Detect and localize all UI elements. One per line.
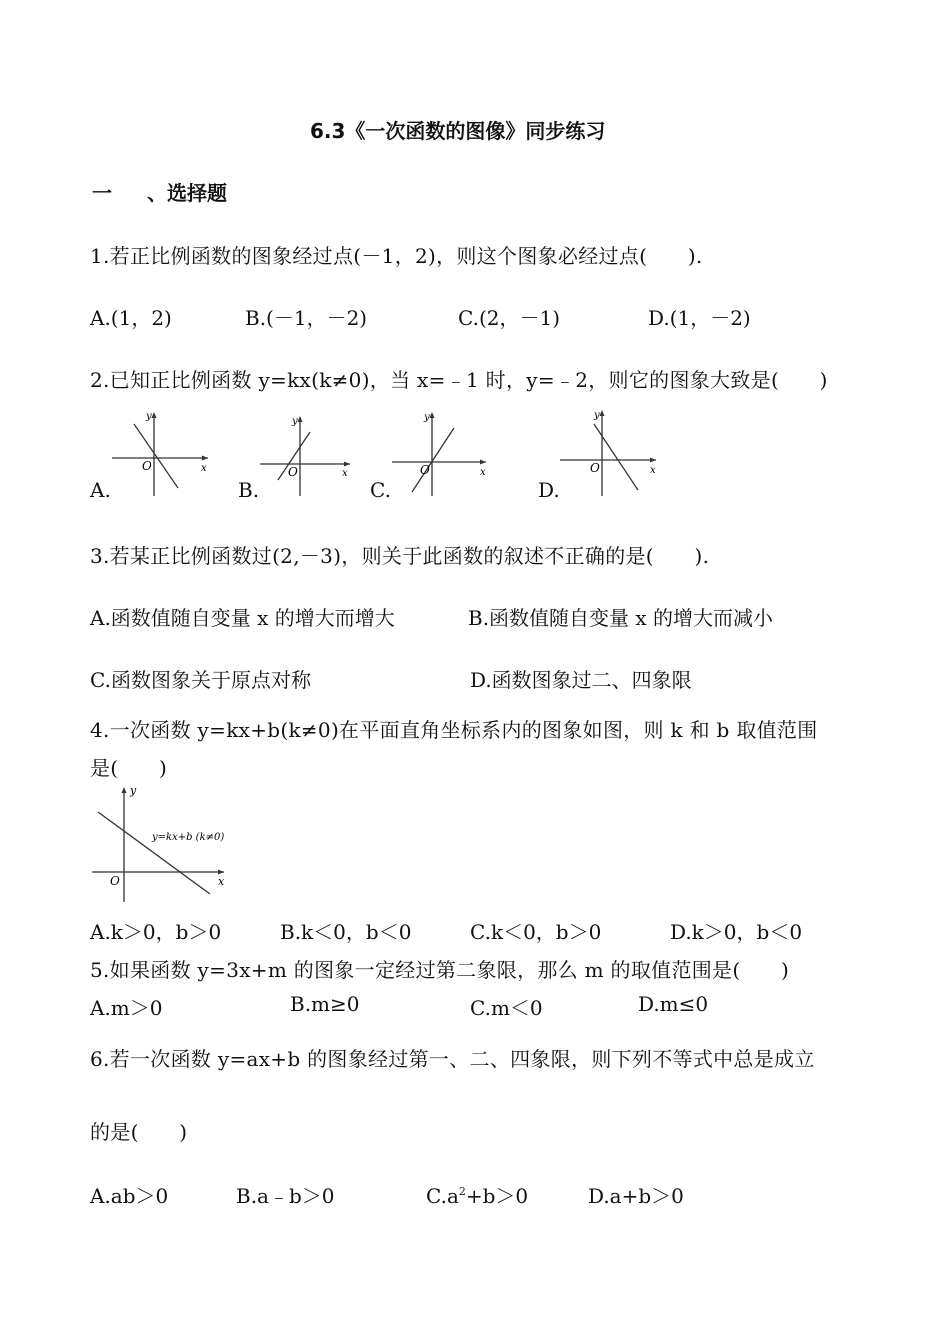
x-label: x (342, 468, 348, 479)
question-5-option-a[interactable]: A.m＞0 (90, 996, 163, 1020)
origin-label: O (110, 874, 120, 888)
y-label: y (146, 411, 152, 422)
question-6-option-a[interactable]: A.ab＞0 (90, 1184, 169, 1208)
origin-label: O (288, 465, 298, 479)
question-1-option-a[interactable]: A.(1，2) (90, 306, 172, 330)
question-1-option-d[interactable]: D.(1，－2) (648, 306, 751, 330)
question-2-graph-a (108, 408, 213, 498)
x-label: x (480, 467, 486, 478)
question-6-stem-line-2: 的是( ) (90, 1120, 188, 1144)
question-4-stem-line-2: 是( ) (90, 756, 168, 780)
question-5-stem: 5.如果函数 y=3x+m 的图象一定经过第二象限，那么 m 的取值范围是( ) (90, 958, 790, 982)
question-4-option-a[interactable]: A.k＞0，b＞0 (90, 920, 222, 944)
question-2-graph-c (388, 408, 493, 498)
question-4-graph (88, 782, 233, 904)
y-axis-arrow (298, 416, 303, 422)
question-6-option-d[interactable]: D.a+b＞0 (588, 1184, 684, 1208)
x-label: x (650, 465, 656, 476)
option-c-suffix: +b＞0 (465, 1184, 529, 1208)
question-2-stem: 2.已知正比例函数 y=kx(k≠0)，当 x=﹣1 时，y=﹣2，则它的图象大致是( ) (90, 368, 828, 392)
question-4-stem-line-1: 4.一次函数 y=kx+b(k≠0)在平面直角坐标系内的图象如图，则 k 和 b 取值范围 (90, 718, 818, 742)
section-number: 一 (92, 181, 112, 205)
question-5-option-d[interactable]: D.m≤0 (638, 992, 709, 1016)
question-1-option-b[interactable]: B.(－1，－2) (245, 306, 368, 330)
line-equation-label: y=kx+b (k≠0) (152, 832, 225, 843)
function-line (134, 424, 178, 488)
x-label: x (201, 463, 207, 474)
question-2-option-b[interactable]: B. (238, 478, 260, 502)
question-1-stem: 1.若正比例函数的图象经过点(－1，2)，则这个图象必经过点( ). (90, 244, 703, 268)
y-axis-arrow (122, 787, 127, 793)
question-6-stem-line-1: 6.若一次函数 y=ax+b 的图象经过第一、二、四象限，则下列不等式中总是成立 (90, 1047, 815, 1071)
origin-label: O (420, 463, 430, 477)
question-6-option-c[interactable] (426, 1180, 528, 1209)
question-2-option-a[interactable]: A. (90, 478, 111, 502)
question-5-option-c[interactable]: C.m＜0 (470, 996, 543, 1020)
x-label: x (218, 875, 225, 888)
y-axis-arrow (152, 412, 157, 418)
x-axis-arrow (480, 460, 486, 465)
function-line (412, 428, 454, 492)
page-title: 6.3《一次函数的图像》同步练习 (310, 119, 606, 143)
question-2-graph-d (556, 406, 662, 498)
y-label: y (292, 416, 298, 427)
y-label: y (424, 412, 430, 423)
question-4-option-b[interactable]: B.k＜0，b＜0 (280, 920, 412, 944)
question-3-option-c[interactable]: C.函数图象关于原点对称 (90, 668, 311, 692)
origin-label: O (590, 461, 600, 475)
question-2-option-c[interactable]: C. (370, 478, 391, 502)
question-5-option-b[interactable]: B.m≥0 (290, 992, 360, 1016)
y-axis-arrow (600, 410, 605, 416)
question-2-graph-b (256, 408, 356, 498)
x-axis-arrow (344, 462, 350, 467)
question-3-option-d[interactable]: D.函数图象过二、四象限 (470, 668, 692, 692)
question-3-stem: 3.若某正比例函数过(2,－3)，则关于此函数的叙述不正确的是( ). (90, 544, 710, 568)
exponent: 2 (458, 1185, 466, 1198)
question-1-option-c[interactable]: C.(2，－1) (458, 306, 561, 330)
function-line (594, 424, 638, 490)
y-axis-arrow (430, 412, 435, 418)
section-heading: 、选择题 (147, 181, 227, 205)
y-label: y (594, 410, 600, 421)
x-axis-arrow (650, 458, 656, 463)
y-label: y (130, 784, 137, 797)
question-4-option-c[interactable]: C.k＜0，b＞0 (470, 920, 602, 944)
question-6-option-b[interactable]: B.a﹣b＞0 (236, 1184, 335, 1208)
question-3-option-a[interactable]: A.函数值随自变量 x 的增大而增大 (90, 606, 395, 630)
origin-label: O (142, 459, 152, 473)
question-2-option-d[interactable]: D. (538, 478, 560, 502)
x-axis-arrow (218, 870, 224, 875)
x-axis-arrow (202, 456, 208, 461)
question-3-option-b[interactable]: B.函数值随自变量 x 的增大而减小 (468, 606, 774, 630)
question-4-option-d[interactable]: D.k＞0，b＜0 (670, 920, 803, 944)
option-c-prefix: C.a (426, 1184, 459, 1208)
